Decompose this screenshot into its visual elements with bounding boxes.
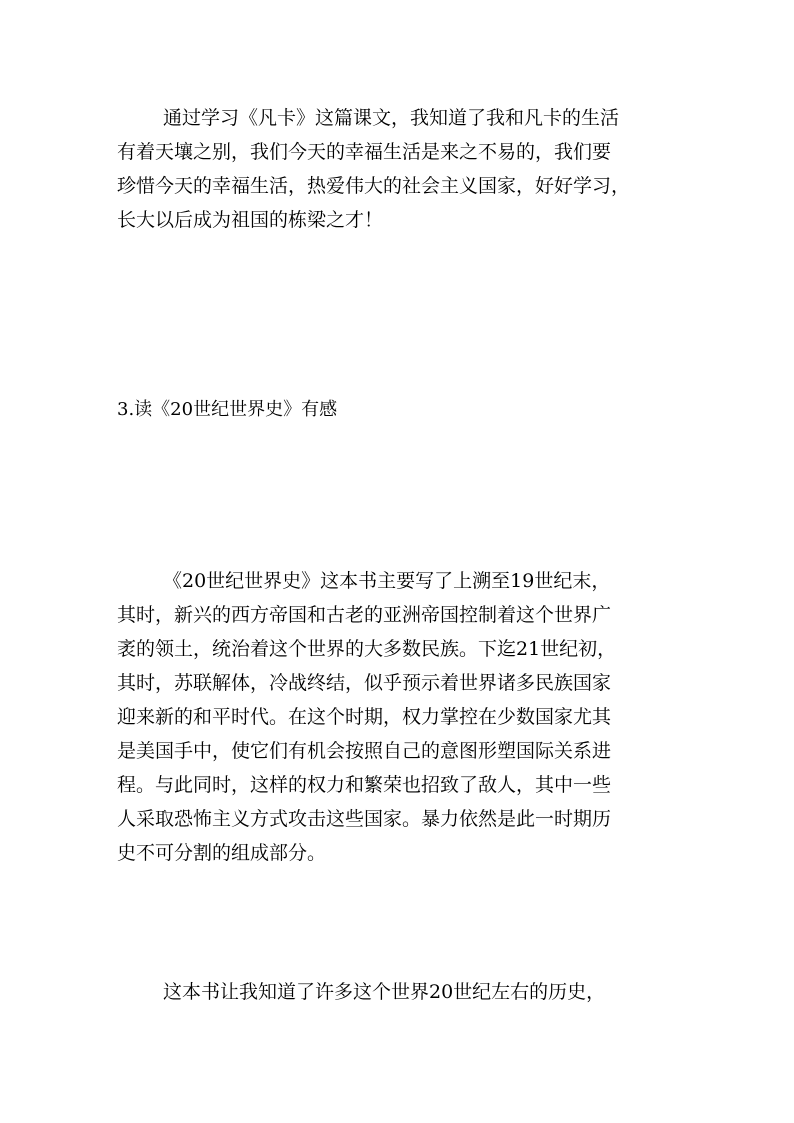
text-line: 《20世纪世界史》这本书主要写了上溯至19世纪末，: [163, 570, 611, 592]
text-line: 是美国手中，使它们有机会按照自己的意图形塑国际关系进: [117, 740, 612, 762]
text-line: 迎来新的和平时代。在这个时期，权力掌控在少数国家尤其: [117, 706, 612, 728]
paragraph-book-reflection: [117, 975, 697, 1009]
heading-text: 3.读《20世纪世界史》有感: [117, 399, 338, 420]
section-heading: [117, 393, 697, 427]
text-line: 长大以后成为祖国的栋梁之才！: [117, 209, 384, 231]
text-line: 袤的领土，统治着这个世界的大多数民族。下迄21世纪初，: [117, 638, 617, 660]
text-line: 珍惜今天的幸福生活，热爱伟大的社会主义国家，好好学习，: [117, 175, 631, 197]
text-line: 人采取恐怖主义方式攻击这些国家。暴力依然是此一时期历: [117, 808, 612, 830]
text-line: 通过学习《凡卡》这篇课文，我知道了我和凡卡的生活: [163, 107, 620, 129]
text-line: 有着天壤之别，我们今天的幸福生活是来之不易的，我们要: [117, 141, 612, 163]
text-line: 其时，苏联解体，冷战终结，似乎预示着世界诸多民族国家: [117, 672, 612, 694]
paragraph-book-summary: [117, 564, 697, 870]
text-line: 其时，新兴的西方帝国和古老的亚洲帝国控制着这个世界广: [117, 604, 612, 626]
text-line: 史不可分割的组成部分。: [117, 842, 327, 864]
text-line: 这本书让我知道了许多这个世界20世纪左右的历史，: [163, 981, 606, 1003]
text-line: 程。与此同时，这样的权力和繁荣也招致了敌人，其中一些: [117, 774, 612, 796]
paragraph-fanka-reflection: [117, 101, 697, 237]
